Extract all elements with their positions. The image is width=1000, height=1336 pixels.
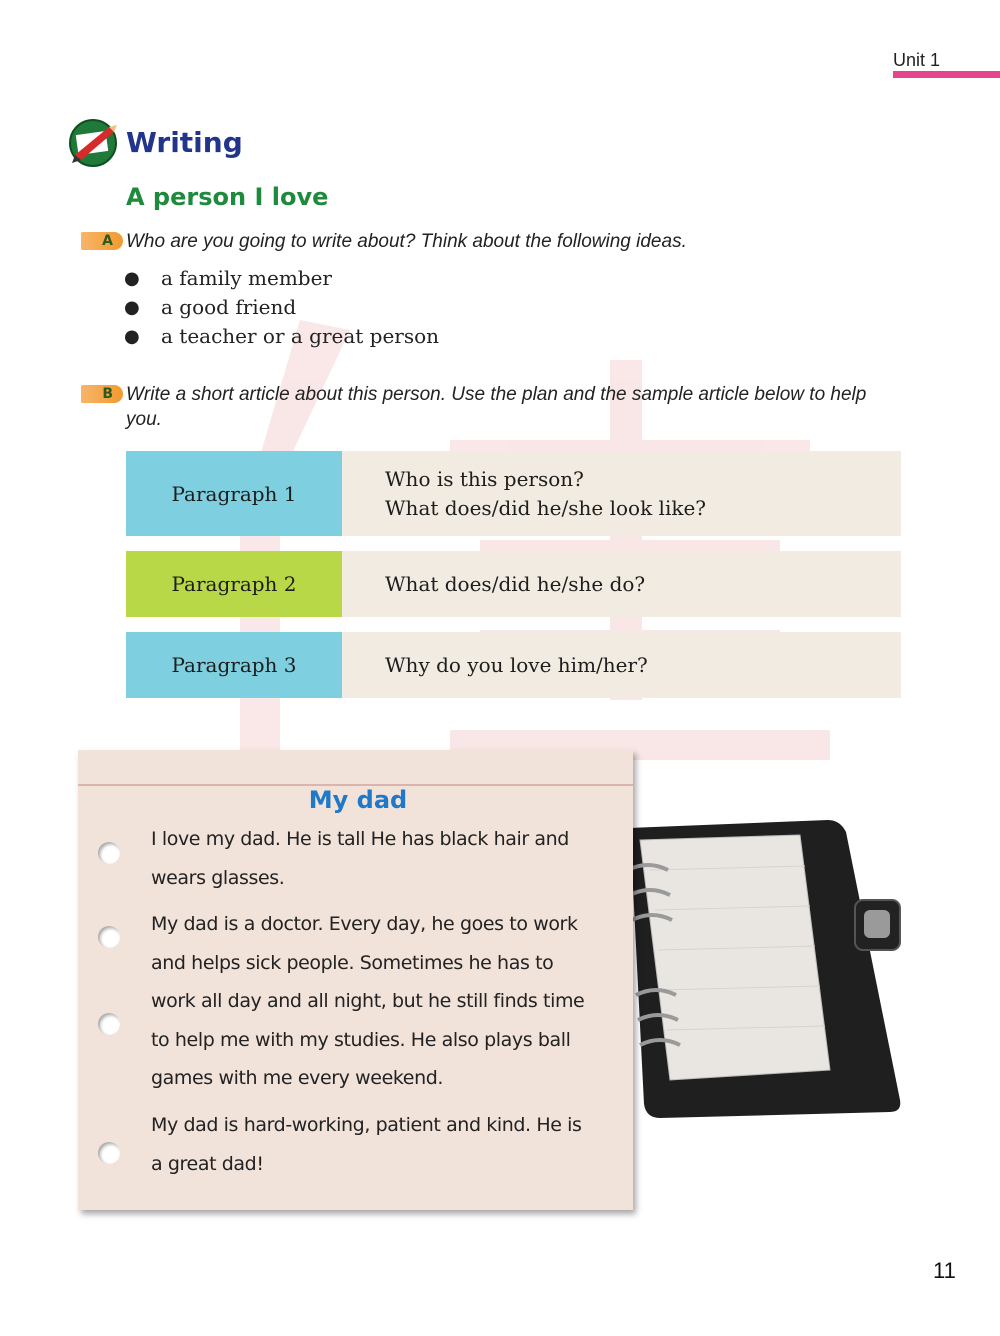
idea-text: a family member xyxy=(161,266,332,290)
plan-question: What does/did he/she do? xyxy=(385,571,646,596)
plan-content xyxy=(342,451,901,536)
unit-bar xyxy=(893,71,1000,78)
sample-paragraph-2: My dad is a doctor. Every day, he goes to work and helps sick people. Sometimes he has to work all day and all night, but he still finds time to help me with my studies. He also plays ball games with me every weekend. xyxy=(151,913,585,1089)
planner-image xyxy=(600,800,920,1130)
punch-hole-icon xyxy=(98,926,120,948)
plan-label: Paragraph 3 xyxy=(126,632,342,698)
page-number: 11 xyxy=(933,1258,956,1283)
plan-question: What does/did he/she look like? xyxy=(385,495,707,520)
plan-row-paragraph-2 xyxy=(126,551,901,617)
task-b-instruction: Write a short article about this person. Use the plan and the sample article below to help you. xyxy=(126,384,867,430)
idea-text: a good friend xyxy=(161,295,297,319)
section-title: Writing xyxy=(126,126,243,159)
writing-pencil-icon xyxy=(67,117,121,167)
watermark-graphic xyxy=(150,300,870,780)
plan-question: Why do you love him/her? xyxy=(385,652,648,677)
idea-list xyxy=(124,264,439,351)
task-a-tag: A xyxy=(81,232,123,250)
sample-article-note xyxy=(78,750,633,1210)
sample-paragraph-1: I love my dad. He is tall He has black hair and wears glasses. xyxy=(151,828,569,889)
plan-question: Who is this person? xyxy=(385,466,584,491)
list-item xyxy=(124,264,439,293)
unit-label: Unit 1 xyxy=(893,50,941,70)
punch-hole-icon xyxy=(98,1142,120,1164)
punch-hole-icon xyxy=(98,842,120,864)
task-a-instruction: Who are you going to write about? Think about the following ideas. xyxy=(126,231,687,252)
plan-label: Paragraph 2 xyxy=(126,551,342,617)
bullet-icon: ● xyxy=(124,268,140,289)
sample-title: My dad xyxy=(308,786,408,814)
list-item xyxy=(124,322,439,351)
plan-content xyxy=(342,632,901,698)
idea-text: a teacher or a great person xyxy=(161,324,440,348)
bullet-icon: ● xyxy=(124,297,140,318)
plan-content xyxy=(342,551,901,617)
plan-row-paragraph-3 xyxy=(126,632,901,698)
punch-hole-icon xyxy=(98,1013,120,1035)
plan-row-paragraph-1 xyxy=(126,451,901,536)
plan-label: Paragraph 1 xyxy=(126,451,342,536)
bullet-icon: ● xyxy=(124,326,140,347)
section-subtitle: A person I love xyxy=(126,183,329,211)
task-b-tag: B xyxy=(81,385,123,403)
sample-paragraph-3: My dad is hard-working, patient and kind. He is a great dad! xyxy=(151,1114,582,1175)
list-item xyxy=(124,293,439,322)
